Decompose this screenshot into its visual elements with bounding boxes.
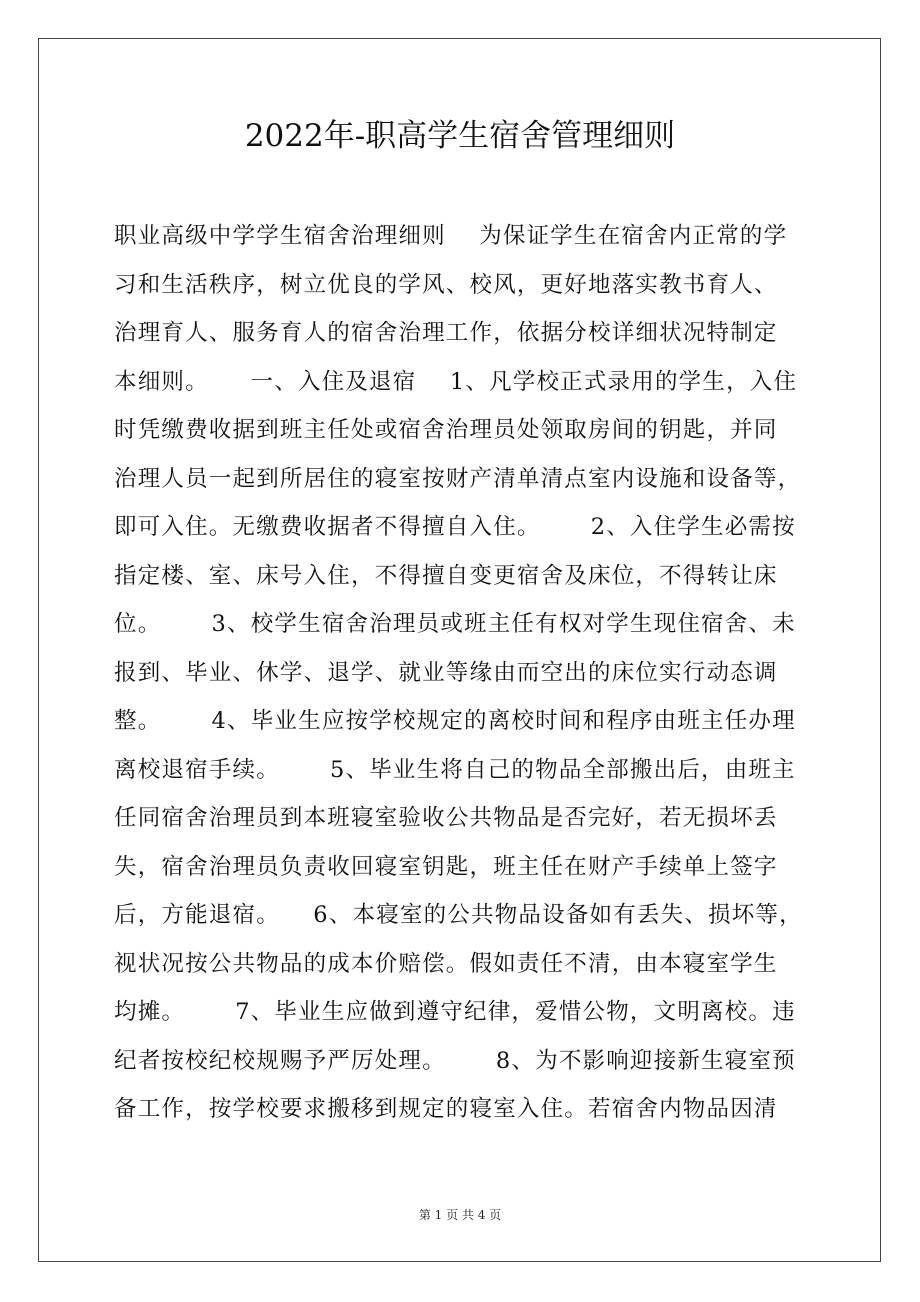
page-border (38, 38, 881, 1262)
page-number-footer: 第 1 页 共 4 页 (418, 1208, 502, 1222)
document-title: 2022年-职高学生宿舍管理细则 (244, 118, 676, 154)
